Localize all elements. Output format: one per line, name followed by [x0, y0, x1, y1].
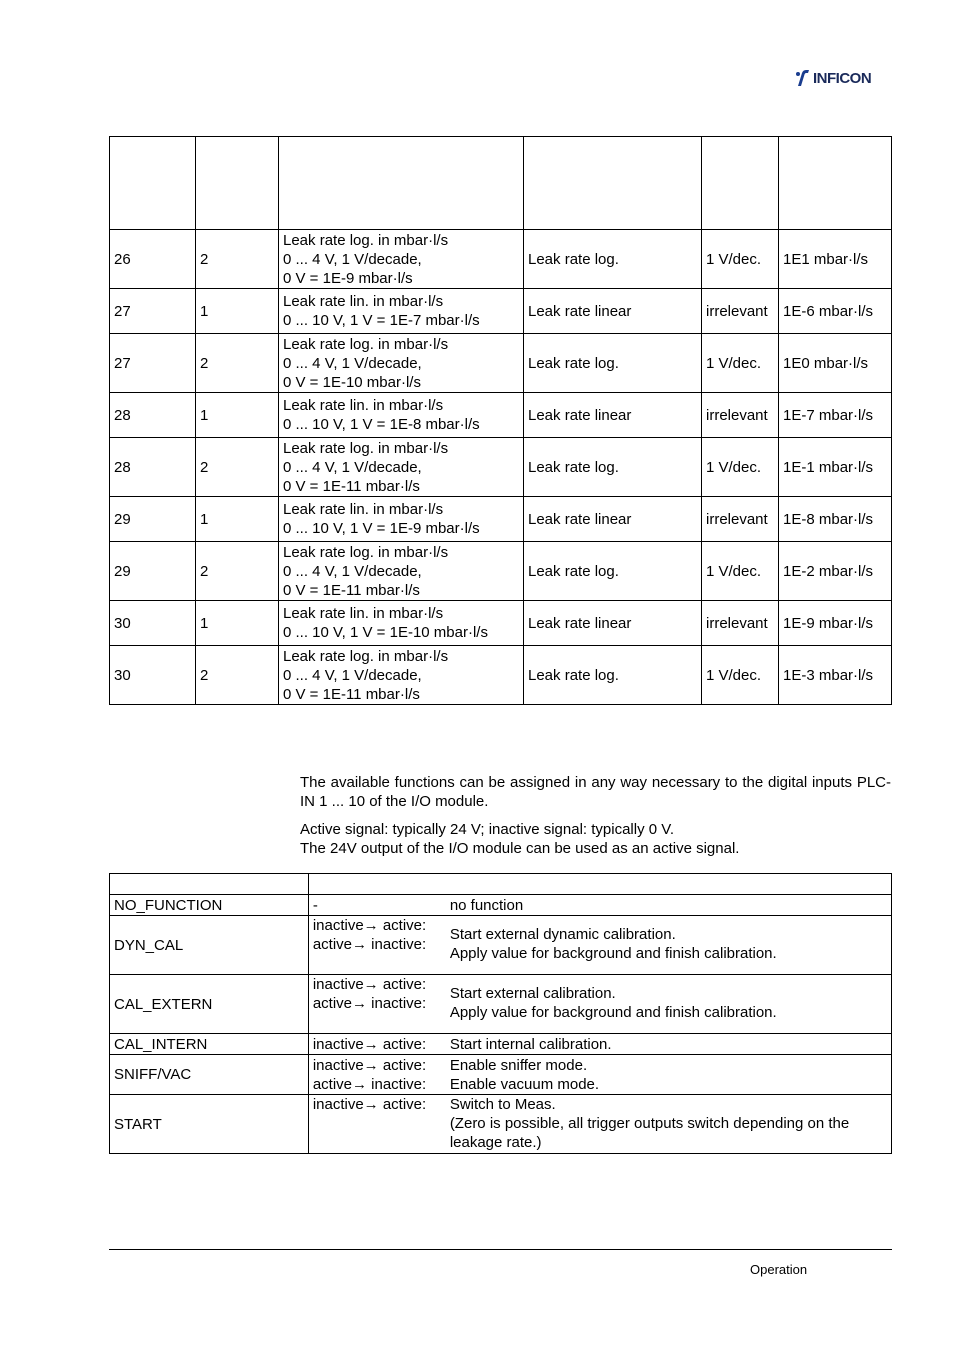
- function-name: CAL_INTERN: [110, 1034, 309, 1055]
- cell-upper-limit: 1E0 mbar·l/s: [779, 334, 892, 393]
- header-cell: [702, 137, 779, 230]
- signal-transition: inactive→ active: active→ inactive:: [312, 917, 427, 953]
- table-row: [110, 975, 892, 1034]
- cell-function: Leak rate linear: [524, 289, 702, 334]
- table-header-row: [110, 137, 892, 230]
- cell-setting: 28: [110, 393, 196, 438]
- cell-channel: 1: [196, 497, 279, 542]
- table-row: [110, 497, 892, 542]
- cell-function: Leak rate linear: [524, 393, 702, 438]
- function-description: [308, 916, 891, 975]
- function-text: Start external calibration. Apply value for background and finish calibration.: [449, 985, 777, 1021]
- cell-setting: 29: [110, 497, 196, 542]
- cell-description: Leak rate lin. in mbar·l/s 0 ... 10 V, 1 V = 1E-8 mbar·l/s: [279, 393, 524, 438]
- table-row: [110, 646, 892, 705]
- signal-transition: -: [312, 896, 318, 914]
- cell-description: Leak rate lin. in mbar·l/s 0 ... 10 V, 1 V = 1E-7 mbar·l/s: [279, 289, 524, 334]
- cell-description: Leak rate log. in mbar·l/s 0 ... 4 V, 1 V/decade, 0 V = 1E-11 mbar·l/s: [279, 646, 524, 705]
- cell-upper-limit: 1E-3 mbar·l/s: [779, 646, 892, 705]
- function-description: [308, 1055, 891, 1095]
- cell-setting: 29: [110, 542, 196, 601]
- cell-scale: 1 V/dec.: [702, 334, 779, 393]
- cell-setting: 26: [110, 230, 196, 289]
- header-cell: [196, 137, 279, 230]
- header-cell: [308, 874, 891, 895]
- cell-scale: 1 V/dec.: [702, 438, 779, 497]
- header-cell: [779, 137, 892, 230]
- inficon-logo: [795, 68, 871, 88]
- signal-transition: inactive→ active: active→ inactive:: [312, 1056, 427, 1093]
- analog-output-table: [109, 136, 892, 705]
- function-name: DYN_CAL: [110, 916, 309, 975]
- cell-description: Leak rate log. in mbar·l/s 0 ... 4 V, 1 V/decade, 0 V = 1E-11 mbar·l/s: [279, 542, 524, 601]
- cell-description: Leak rate log. in mbar·l/s 0 ... 4 V, 1 V/decade, 0 V = 1E-9 mbar·l/s: [279, 230, 524, 289]
- function-description: [308, 895, 891, 916]
- table-row: [110, 916, 892, 975]
- function-text: Start external dynamic calibration. Apply value for background and finish calibration.: [449, 926, 777, 962]
- cell-description: Leak rate lin. in mbar·l/s 0 ... 10 V, 1 V = 1E-9 mbar·l/s: [279, 497, 524, 542]
- function-name: NO_FUNCTION: [110, 895, 309, 916]
- function-description: [308, 1095, 891, 1154]
- cell-upper-limit: 1E-2 mbar·l/s: [779, 542, 892, 601]
- brand-name: INFICON: [813, 69, 872, 87]
- header-cell: [524, 137, 702, 230]
- digital-input-functions-table: [109, 873, 892, 1154]
- cell-scale: irrelevant: [702, 497, 779, 542]
- table-row: [110, 438, 892, 497]
- function-name: SNIFF/VAC: [110, 1055, 309, 1095]
- function-text: Start internal calibration.: [449, 1035, 612, 1053]
- table-row: [110, 895, 892, 916]
- cell-setting: 30: [110, 601, 196, 646]
- cell-channel: 1: [196, 393, 279, 438]
- table-row: [110, 289, 892, 334]
- function-text: Enable sniffer mode. Enable vacuum mode.: [449, 1056, 600, 1093]
- function-text: no function: [449, 896, 524, 914]
- cell-function: Leak rate log.: [524, 230, 702, 289]
- cell-scale: 1 V/dec.: [702, 646, 779, 705]
- cell-channel: 2: [196, 438, 279, 497]
- cell-setting: 27: [110, 334, 196, 393]
- table-row: [110, 334, 892, 393]
- cell-channel: 2: [196, 542, 279, 601]
- footer-divider: [109, 1249, 892, 1250]
- table-row: [110, 393, 892, 438]
- cell-scale: irrelevant: [702, 601, 779, 646]
- cell-channel: 1: [196, 289, 279, 334]
- cell-upper-limit: 1E-6 mbar·l/s: [779, 289, 892, 334]
- cell-channel: 1: [196, 601, 279, 646]
- cell-setting: 28: [110, 438, 196, 497]
- table-row: [110, 1034, 892, 1055]
- table-row: [110, 1095, 892, 1154]
- cell-setting: 30: [110, 646, 196, 705]
- function-description: [308, 1034, 891, 1055]
- cell-scale: irrelevant: [702, 289, 779, 334]
- footer-section-name: Operation: [750, 1262, 808, 1277]
- signal-paragraph: Active signal: typically 24 V; inactive signal: typically 0 V. The 24V output of the I/O module can be used as an active signal.: [300, 821, 740, 857]
- cell-scale: 1 V/dec.: [702, 230, 779, 289]
- table-row: [110, 601, 892, 646]
- cell-upper-limit: 1E-7 mbar·l/s: [779, 393, 892, 438]
- inficon-logo-mark-icon: [795, 68, 811, 88]
- table-row: [110, 542, 892, 601]
- cell-description: Leak rate lin. in mbar·l/s 0 ... 10 V, 1 V = 1E-10 mbar·l/s: [279, 601, 524, 646]
- signal-transition: inactive→ active: active→ inactive:: [312, 976, 427, 1012]
- cell-function: Leak rate log.: [524, 334, 702, 393]
- cell-function: Leak rate linear: [524, 601, 702, 646]
- signal-transition: inactive→ active:: [312, 1035, 427, 1053]
- signal-transition: inactive→ active:: [312, 1096, 427, 1113]
- function-description: [308, 975, 891, 1034]
- cell-function: Leak rate log.: [524, 438, 702, 497]
- cell-channel: 2: [196, 646, 279, 705]
- function-name: CAL_EXTERN: [110, 975, 309, 1034]
- cell-function: Leak rate linear: [524, 497, 702, 542]
- cell-description: Leak rate log. in mbar·l/s 0 ... 4 V, 1 V/decade, 0 V = 1E-10 mbar·l/s: [279, 334, 524, 393]
- intro-paragraph: The available functions can be assigned in any way necessary to the digital inputs PLC-IN 1 ... 10 of the I/O module.: [300, 774, 891, 810]
- table-header-row: [110, 874, 892, 895]
- header-cell: [279, 137, 524, 230]
- function-text: Switch to Meas. (Zero is possible, all trigger outputs switch depending on the leakage rate.): [449, 1096, 850, 1151]
- cell-scale: 1 V/dec.: [702, 542, 779, 601]
- cell-upper-limit: 1E-9 mbar·l/s: [779, 601, 892, 646]
- cell-upper-limit: 1E1 mbar·l/s: [779, 230, 892, 289]
- cell-function: Leak rate log.: [524, 646, 702, 705]
- cell-setting: 27: [110, 289, 196, 334]
- cell-channel: 2: [196, 334, 279, 393]
- cell-function: Leak rate log.: [524, 542, 702, 601]
- cell-description: Leak rate log. in mbar·l/s 0 ... 4 V, 1 V/decade, 0 V = 1E-11 mbar·l/s: [279, 438, 524, 497]
- header-cell: [110, 137, 196, 230]
- cell-upper-limit: 1E-8 mbar·l/s: [779, 497, 892, 542]
- cell-channel: 2: [196, 230, 279, 289]
- cell-scale: irrelevant: [702, 393, 779, 438]
- header-cell: [110, 874, 309, 895]
- table-row: [110, 1055, 892, 1095]
- table-row: [110, 230, 892, 289]
- function-name: START: [110, 1095, 309, 1154]
- cell-upper-limit: 1E-1 mbar·l/s: [779, 438, 892, 497]
